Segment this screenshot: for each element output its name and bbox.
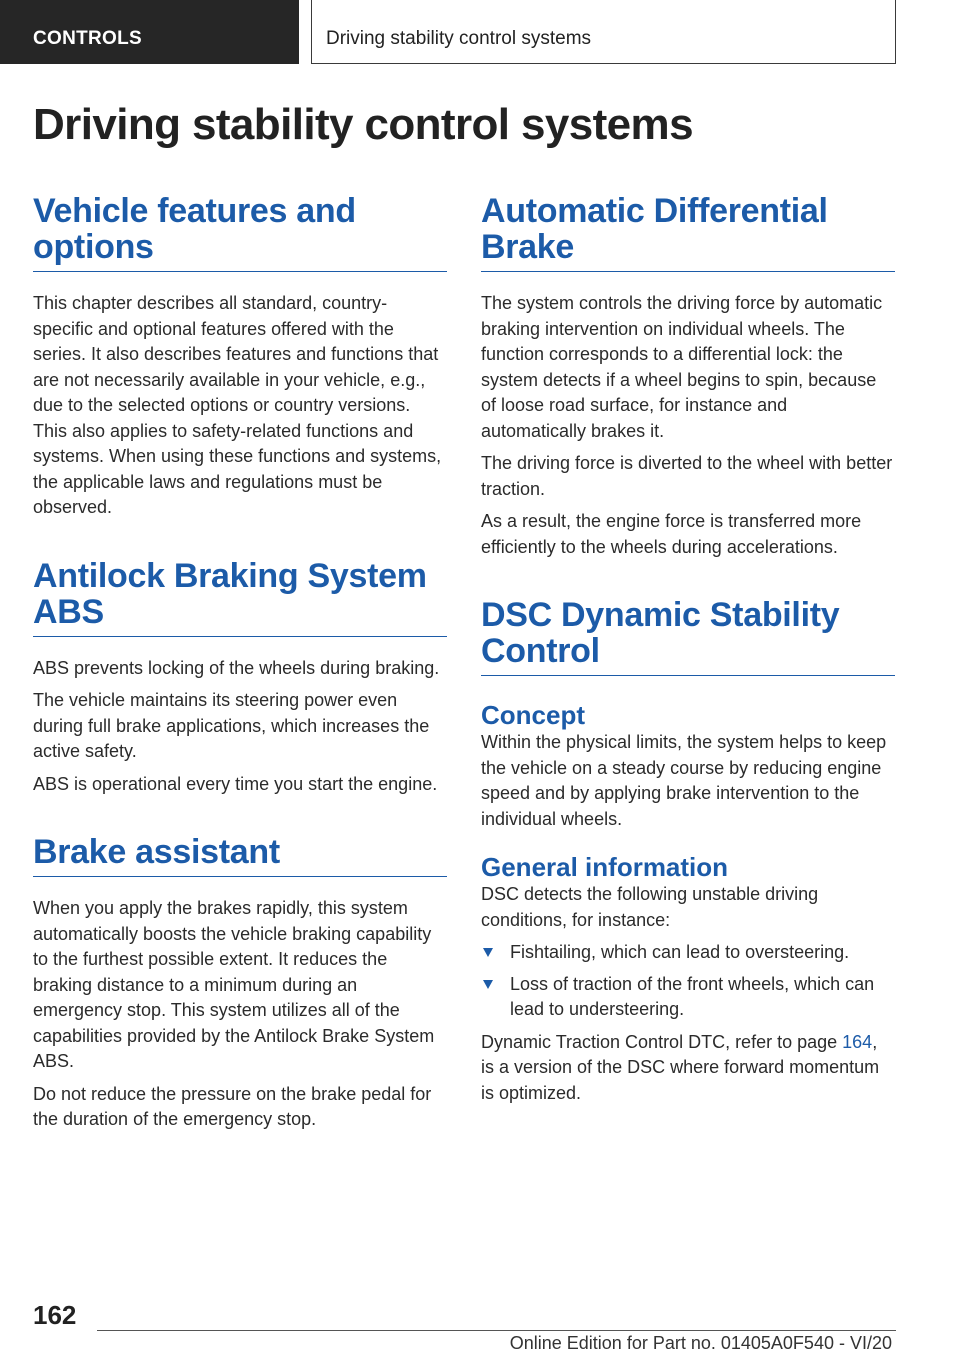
header-topic-box	[311, 0, 896, 64]
section-brake-assistant	[33, 834, 447, 1133]
section-heading-abs: Antilock Braking System ABS	[33, 558, 447, 637]
paragraph: DSC detects the following unstable driving conditions, for instance:	[481, 884, 819, 930]
footer-divider	[97, 1330, 896, 1331]
section-heading-adb: Automatic Differential Brake	[481, 193, 895, 272]
section-abs	[33, 558, 447, 798]
left-column	[33, 193, 447, 1140]
paragraph: ABS prevents locking of the wheels during braking.	[33, 657, 440, 678]
page-reference-link[interactable]: 164	[842, 1031, 873, 1052]
paragraph: Do not reduce the pressure on the brake pedal for the duration of the emergency stop.	[33, 1083, 432, 1129]
triangle-bullet-icon	[483, 980, 493, 989]
list-item-text: Loss of traction of the front wheels, which can lead to understeering.	[510, 973, 875, 1019]
list-item-text: Fishtailing, which can lead to oversteering.	[510, 942, 850, 962]
list-item	[481, 940, 895, 966]
paragraph: The vehicle maintains its steering power even during full brake applications, which increases the active safety.	[33, 690, 430, 761]
paragraph	[481, 1030, 895, 1107]
paragraph: This chapter describes all standard, country-specific and optional features offered with the series. It also describes features and functions that are not necessarily available in your vehicle, e.g., due to the selected options or country versions. This also applies to safety-related functions and systems. When using these functions and systems, the applicable laws and regulations must be observed.	[33, 293, 442, 517]
subheading-concept: Concept	[481, 700, 585, 730]
header-topic-label: Driving stability control systems	[326, 28, 592, 49]
header-section-tab	[0, 0, 299, 64]
right-column	[481, 193, 895, 1113]
section-heading-brake-assistant: Brake assistant	[33, 834, 447, 877]
text: Dynamic Traction Control DTC, refer to page	[481, 1031, 843, 1052]
subheading-general-information: General information	[481, 852, 729, 882]
footer-edition-text: Online Edition for Part no. 01405A0F540 - VI/20	[509, 1333, 892, 1353]
paragraph: Within the physical limits, the system helps to keep the vehicle on a steady course by reducing engine speed and by applying brake intervention to the individual wheels.	[481, 732, 887, 829]
bullet-list	[481, 940, 895, 1023]
paragraph: As a result, the engine force is transferred more efficiently to the wheels during accelerations.	[481, 511, 862, 557]
section-dsc	[481, 597, 895, 1106]
paragraph: The driving force is diverted to the wheel with better traction.	[481, 453, 893, 499]
triangle-bullet-icon	[483, 948, 493, 957]
page-number: 162	[33, 1300, 77, 1330]
header-section-label: CONTROLS	[33, 28, 143, 49]
paragraph: The system controls the driving force by automatic braking intervention on individual wheels. The function corresponds to a differential lock: the system detects if a wheel begins to spin, because of loose road surface, for instance and automatically brakes it.	[481, 293, 883, 441]
list-item	[481, 972, 895, 1023]
paragraph: ABS is operational every time you start the engine.	[33, 773, 438, 794]
section-heading-dsc: DSC Dynamic Stability Control	[481, 597, 895, 676]
page-title: Driving stability control systems	[33, 100, 693, 149]
paragraph: When you apply the brakes rapidly, this system automatically boosts the vehicle braking capability to the furthest possible extent. It reduces the braking distance to a minimum during an emergency stop. This system utilizes all of the capabilities provided by the Antilock Brake System ABS.	[33, 898, 435, 1071]
section-heading-vehicle-features: Vehicle features and options	[33, 193, 447, 272]
text: , is a version of the DSC where forward momentum is optimized.	[481, 1031, 880, 1103]
section-automatic-differential-brake	[481, 193, 895, 560]
section-vehicle-features	[33, 193, 447, 521]
